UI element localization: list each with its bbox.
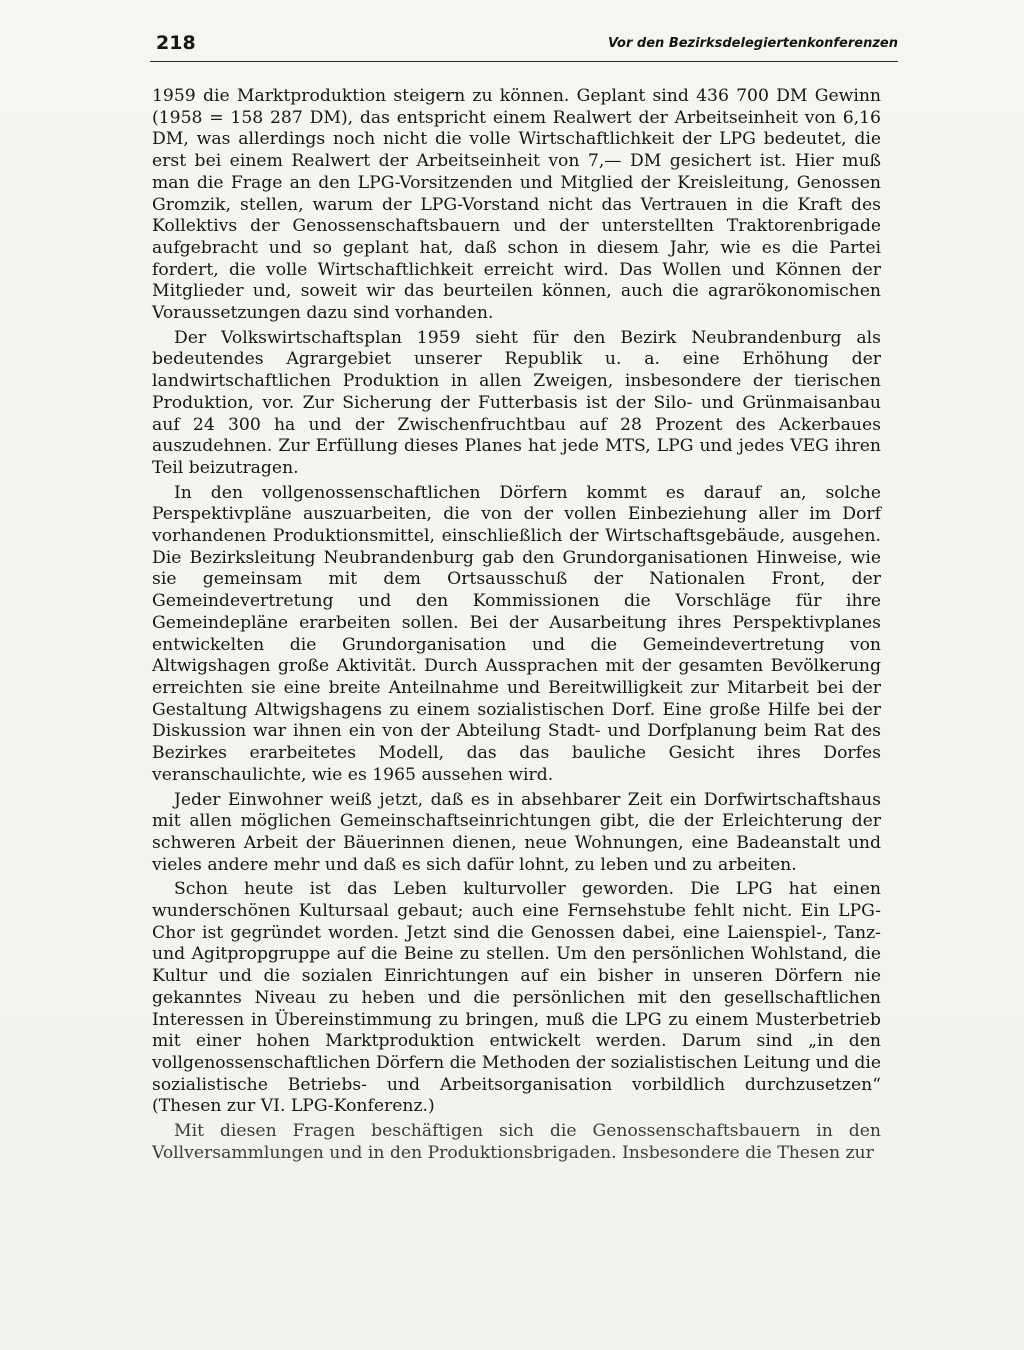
paragraph-1: 1959 die Marktproduktion steigern zu können. Geplant sind 436 700 DM Gewinn (1958 = 158 287 DM), das entspricht einem Realwert der Arbeitseinheit von 6,16 DM, was allerdings noch nicht die volle Wirtschaftlichkeit der LPG bedeutet, die erst bei einem Realwert der Arbeitseinheit von 7,— DM gesichert ist. Hier muß man die Frage an den LPG-Vorsitzenden und Mitglied der Kreisleitung, Genossen Gromzik, stellen, warum der LPG-Vorstand nicht das Vertrauen in die Kraft des Kollektivs der Genossenschaftsbauern und der unterstellten Traktorenbrigade aufgebracht und so geplant hat, daß schon in diesem Jahr, wie es die Partei fordert, die volle Wirtschaftlichkeit erreicht wird. Das Wollen und Können der Mitglieder und, soweit wir das beurteilen können, auch die agrarökonomischen Voraussetzungen dazu sind vorhanden. — [152, 86, 881, 324]
body-text — [152, 86, 881, 1167]
running-title: Vor den Bezirksdelegiertenkonferenzen — [607, 36, 898, 51]
page-header — [150, 30, 898, 60]
paragraph-2: Der Volkswirtschaftsplan 1959 sieht für den Bezirk Neubrandenburg als bedeutendes Agrargebiet unserer Republik u. a. eine Erhöhung der landwirtschaftlichen Produktion in allen Zweigen, insbesondere der tierischen Produktion, vor. Zur Sicherung der Futterbasis ist der Silo- und Grünmaisanbau auf 24 300 ha und der Zwischenfruchtbau auf 28 Prozent des Ackerbaues auszudehnen. Zur Erfüllung dieses Planes hat jede MTS, LPG und jedes VEG ihren Teil beizutragen. — [152, 327, 881, 478]
paragraph-4: Jeder Einwohner weiß jetzt, daß es in absehbarer Zeit ein Dorfwirtschaftshaus mit allen möglichen Gemeinschaftseinrichtungen gibt, die der Erleichterung der schweren Arbeit der Bäuerinnen dienen, neue Wohnungen, eine Badeanstalt und vieles andere mehr und daß es sich dafür lohnt, zu leben und zu arbeiten. — [152, 789, 881, 875]
paragraph-5: Schon heute ist das Leben kulturvoller geworden. Die LPG hat einen wunderschönen Kultursaal gebaut; auch eine Fernsehstube fehlt nicht. Ein LPG-Chor ist gegründet worden. Jetzt sind die Genossen dabei, eine Laienspiel-, Tanz- und Agitpropgruppe auf die Beine zu stellen. Um den persönlichen Wohlstand, die Kultur und die sozialen Einrichtungen auf ein bisher in unseren Dörfern nie gekanntes Niveau zu heben und die persönlichen mit den gesellschaftlichen Interessen in Übereinstimmung zu bringen, muß die LPG zu einem Musterbetrieb mit einer hohen Marktproduktion entwickelt werden. Darum sind „in den vollgenossenschaftlichen Dörfern die Methoden der sozialistischen Leitung und die sozialistische Betriebs- und Arbeitsorganisation vorbildlich durchzusetzen“ (Thesen zur VI. LPG-Konferenz.) — [152, 879, 881, 1117]
paragraph-3: In den vollgenossenschaftlichen Dörfern kommt es darauf an, solche Perspektivpläne auszuarbeiten, die von der vollen Einbeziehung aller im Dorf vorhandenen Produktionsmittel, einschließlich der Wirtschaftsgebäude, ausgehen. Die Bezirksleitung Neubrandenburg gab den Grundorganisationen Hinweise, wie sie gemeinsam mit dem Ortsausschuß der Nationalen Front, der Gemeindevertretung und den Kommissionen die Vorschläge für ihre Gemeindepläne erarbeiten sollen. Bei der Ausarbeitung ihres Perspektivplanes entwickelten die Grundorganisation und die Gemeindevertretung von Altwigshagen große Aktivität. Durch Aussprachen mit der gesamten Bevölkerung erreichten sie eine breite Anteilnahme und Bereitwilligkeit zur Mitarbeit bei der Gestaltung Altwigshagens zu einem sozialistischen Dorf. Eine große Hilfe bei der Diskussion war ihnen ein von der Abteilung Stadt- und Dorfplanung beim Rat des Bezirkes erarbeitetes Modell, das das bauliche Gesicht ihres Dorfes veranschaulichte, wie es 1965 aussehen wird. — [152, 482, 881, 785]
paragraph-6: Mit diesen Fragen beschäftigen sich die Genossenschaftsbauern in den Vollversammlungen und in den Produktionsbrigaden. Insbesondere die Thesen zur — [152, 1121, 881, 1163]
page-number: 218 — [156, 32, 196, 54]
header-rule — [150, 61, 898, 62]
